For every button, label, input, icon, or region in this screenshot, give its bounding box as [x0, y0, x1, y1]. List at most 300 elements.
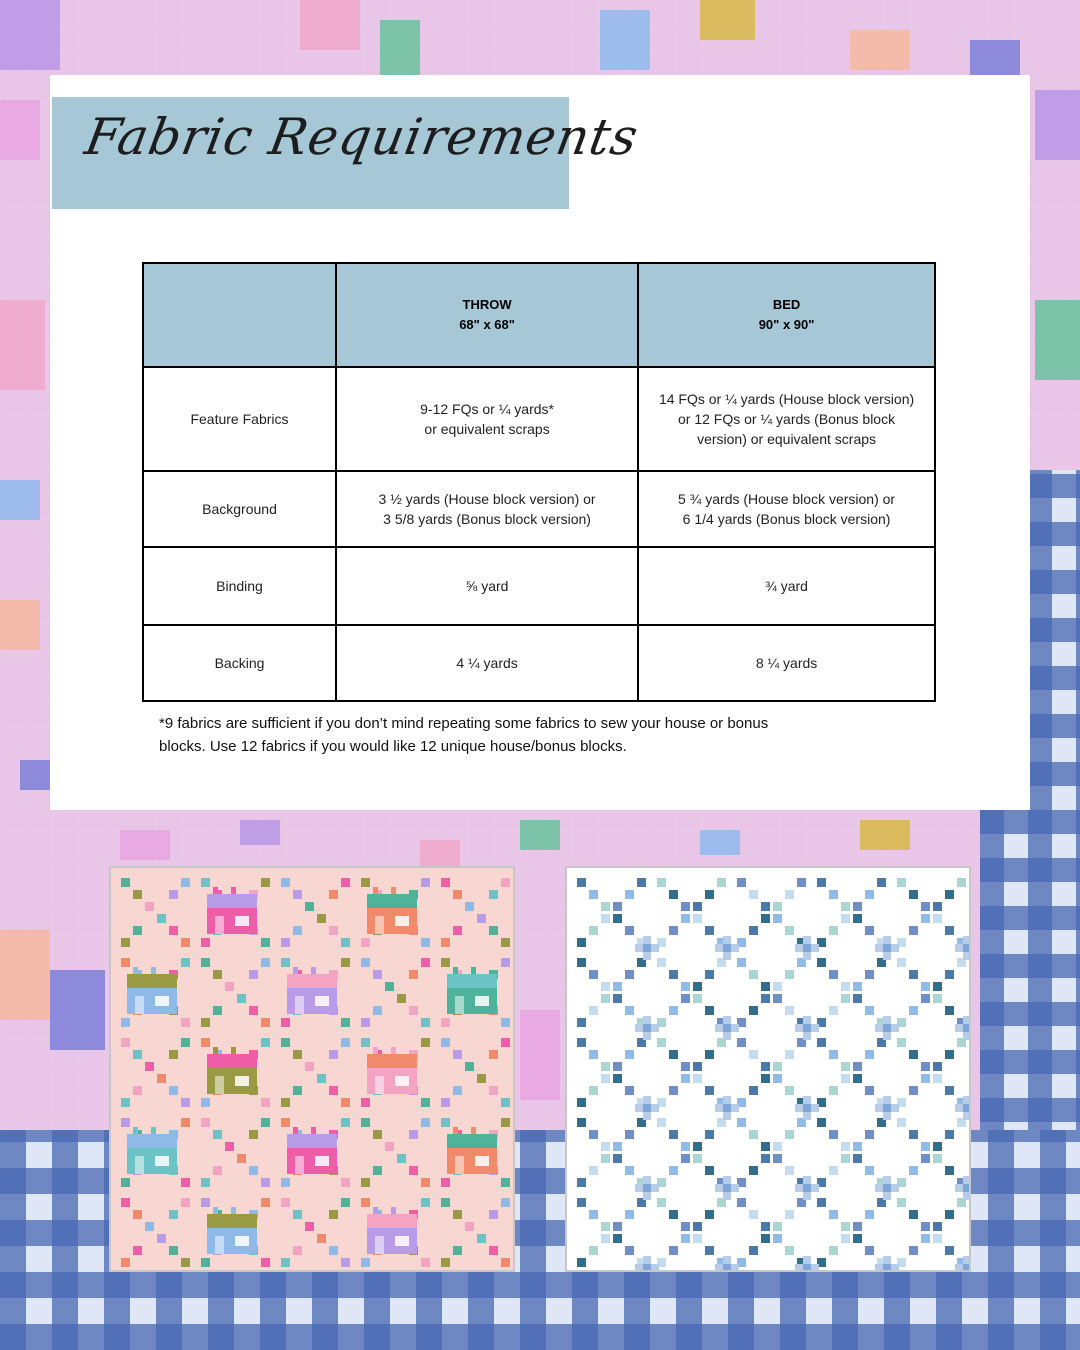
cell-line: version) or equivalent scraps — [697, 431, 877, 447]
bonus-block — [955, 1096, 971, 1120]
chain-square — [249, 1006, 258, 1015]
chain-square — [921, 1142, 930, 1151]
chain-square — [421, 1098, 430, 1107]
chain-square — [121, 1258, 130, 1267]
chain-square — [693, 994, 702, 1003]
house-block — [367, 894, 417, 934]
house-block — [367, 1214, 417, 1254]
chain-square — [717, 878, 726, 887]
chain-square — [361, 1098, 370, 1107]
chain-square — [853, 902, 862, 911]
chain-square — [853, 1222, 862, 1231]
chain-square — [421, 1258, 430, 1267]
chain-square — [441, 1178, 450, 1187]
chain-square — [281, 878, 290, 887]
chain-square — [737, 878, 746, 887]
chain-square — [317, 914, 326, 923]
chain-square — [669, 926, 678, 935]
chain-square — [669, 1246, 678, 1255]
chain-square — [201, 1258, 210, 1267]
chain-square — [281, 1118, 290, 1127]
chain-square — [865, 1246, 874, 1255]
chain-square — [909, 1246, 918, 1255]
throw-cell — [336, 471, 638, 547]
chain-square — [945, 1050, 954, 1059]
chain-square — [201, 878, 210, 887]
chain-square — [489, 1210, 498, 1219]
chain-square — [305, 1222, 314, 1231]
chain-square — [293, 890, 302, 899]
throw-cell — [336, 367, 638, 471]
row-label: Backing — [143, 625, 336, 701]
chain-square — [933, 1154, 942, 1163]
chain-square — [577, 1118, 586, 1127]
bonus-block — [635, 936, 659, 960]
chain-square — [909, 926, 918, 935]
chain-square — [281, 1018, 290, 1027]
chain-square — [681, 914, 690, 923]
chain-square — [625, 970, 634, 979]
chain-square — [921, 1234, 930, 1243]
chain-square — [909, 970, 918, 979]
chain-square — [681, 902, 690, 911]
chain-square — [577, 1178, 586, 1187]
page-title: Fabric Requirements — [80, 108, 643, 166]
chain-square — [669, 1130, 678, 1139]
chain-square — [761, 1222, 770, 1231]
chain-square — [773, 902, 782, 911]
chain-square — [341, 1098, 350, 1107]
cell-line: 14 FQs or ¼ yards (House block version) — [658, 391, 915, 407]
chain-square — [501, 1038, 510, 1047]
chain-square — [841, 1222, 850, 1231]
chain-square — [933, 1062, 942, 1071]
chain-square — [261, 878, 270, 887]
chain-square — [361, 1018, 370, 1027]
chain-square — [613, 1234, 622, 1243]
chain-square — [181, 1038, 190, 1047]
chain-square — [281, 938, 290, 947]
chain-square — [945, 926, 954, 935]
chain-square — [909, 1166, 918, 1175]
chain-square — [373, 1006, 382, 1015]
chain-square — [181, 878, 190, 887]
chain-square — [453, 926, 462, 935]
chain-square — [773, 1154, 782, 1163]
chain-square — [705, 1086, 714, 1095]
chain-square — [441, 938, 450, 947]
chain-square — [761, 1234, 770, 1243]
cell-line: 5 ¾ yards (House block version) or — [678, 491, 896, 507]
chain-square — [829, 970, 838, 979]
chain-square — [829, 890, 838, 899]
chain-square — [213, 970, 222, 979]
chain-square — [921, 902, 930, 911]
bonus-block — [955, 1256, 971, 1272]
quilt-patch — [0, 480, 40, 520]
house-block — [447, 1134, 497, 1174]
chain-square — [169, 1210, 178, 1219]
quilt-patch — [240, 820, 280, 845]
chain-square — [441, 958, 450, 967]
chain-square — [693, 1074, 702, 1083]
chain-square — [361, 1198, 370, 1207]
chain-square — [669, 1086, 678, 1095]
footnote-line: blocks. Use 12 fabrics if you would like 12 unique house/bonus blocks. — [159, 738, 627, 755]
chain-square — [841, 902, 850, 911]
chain-square — [361, 878, 370, 887]
chain-square — [761, 994, 770, 1003]
chain-square — [181, 1178, 190, 1187]
chain-square — [761, 1074, 770, 1083]
chain-square — [121, 1198, 130, 1207]
table-row — [143, 625, 935, 701]
chain-square — [921, 1222, 930, 1231]
chain-square — [329, 926, 338, 935]
house-block — [287, 1134, 337, 1174]
chain-square — [613, 1062, 622, 1071]
chain-square — [945, 970, 954, 979]
chain-square — [341, 1198, 350, 1207]
chain-square — [201, 1038, 210, 1047]
bonus-block — [795, 1176, 819, 1200]
chain-square — [613, 914, 622, 923]
chain-square — [261, 938, 270, 947]
chain-square — [829, 1210, 838, 1219]
chain-square — [329, 1086, 338, 1095]
chain-square — [865, 970, 874, 979]
chain-square — [589, 1166, 598, 1175]
chain-square — [601, 914, 610, 923]
house-block — [207, 1054, 257, 1094]
header-throw-label: THROW — [462, 297, 512, 312]
chain-square — [693, 1062, 702, 1071]
chain-square — [625, 1246, 634, 1255]
chain-square — [841, 1062, 850, 1071]
chain-square — [613, 902, 622, 911]
chain-square — [133, 926, 142, 935]
chain-square — [773, 982, 782, 991]
chain-square — [281, 1198, 290, 1207]
chain-square — [945, 1246, 954, 1255]
chain-square — [601, 1154, 610, 1163]
house-block — [127, 974, 177, 1014]
chain-square — [761, 1142, 770, 1151]
chain-square — [669, 970, 678, 979]
table-row — [143, 471, 935, 547]
chain-square — [853, 1234, 862, 1243]
chain-square — [465, 1062, 474, 1071]
chain-square — [121, 1018, 130, 1027]
chain-square — [945, 890, 954, 899]
chain-square — [501, 1018, 510, 1027]
quilt-patch — [850, 30, 910, 70]
chain-square — [785, 1210, 794, 1219]
chain-square — [237, 1154, 246, 1163]
chain-square — [225, 1142, 234, 1151]
chain-square — [501, 878, 510, 887]
house-block-quilt-preview — [109, 866, 515, 1272]
chain-square — [317, 1074, 326, 1083]
chain-square — [933, 902, 942, 911]
chain-square — [293, 1086, 302, 1095]
quilt-patch — [700, 830, 740, 855]
chain-square — [501, 938, 510, 947]
chain-square — [157, 1074, 166, 1083]
chain-square — [933, 914, 942, 923]
chain-square — [281, 1098, 290, 1107]
cell-line: 8 ¼ yards — [755, 655, 818, 671]
chain-square — [385, 1142, 394, 1151]
chain-square — [453, 1210, 462, 1219]
chain-square — [773, 1222, 782, 1231]
chain-square — [501, 1198, 510, 1207]
chain-square — [421, 1118, 430, 1127]
chain-square — [749, 970, 758, 979]
chain-square — [909, 1130, 918, 1139]
chain-square — [489, 926, 498, 935]
chain-square — [121, 958, 130, 967]
chain-square — [681, 1154, 690, 1163]
chain-square — [489, 1086, 498, 1095]
chain-square — [145, 1222, 154, 1231]
chain-square — [441, 1038, 450, 1047]
chain-square — [957, 878, 966, 887]
chain-square — [785, 926, 794, 935]
chain-square — [133, 1246, 142, 1255]
footnote-line: *9 fabrics are sufficient if you don’t mind repeating some fabrics to sew your house or bonus — [159, 715, 769, 732]
quilt-patch — [970, 40, 1020, 75]
chain-square — [441, 1118, 450, 1127]
bonus-block — [715, 1096, 739, 1120]
chain-square — [249, 1130, 258, 1139]
chain-square — [121, 938, 130, 947]
bonus-block — [875, 1176, 899, 1200]
chain-square — [773, 1074, 782, 1083]
chain-square — [945, 1210, 954, 1219]
cell-line: 3 5/8 yards (Bonus block version) — [383, 511, 591, 527]
chain-square — [749, 1166, 758, 1175]
quilt-patch — [120, 830, 170, 860]
chain-square — [829, 1086, 838, 1095]
chain-square — [501, 1098, 510, 1107]
chain-square — [501, 1118, 510, 1127]
chain-square — [121, 1118, 130, 1127]
chain-square — [657, 878, 666, 887]
chain-square — [281, 958, 290, 967]
chain-square — [933, 1074, 942, 1083]
chain-square — [909, 1086, 918, 1095]
chain-square — [829, 1166, 838, 1175]
quilt-patch — [1035, 90, 1080, 160]
chain-square — [501, 1178, 510, 1187]
chain-square — [749, 1246, 758, 1255]
bonus-block — [955, 1176, 971, 1200]
chain-square — [421, 1018, 430, 1027]
cell-line: ¾ yard — [765, 578, 808, 594]
chain-square — [181, 1198, 190, 1207]
chain-square — [385, 982, 394, 991]
chain-square — [933, 982, 942, 991]
chain-square — [421, 958, 430, 967]
chain-square — [281, 1258, 290, 1267]
chain-square — [601, 994, 610, 1003]
chain-square — [829, 1246, 838, 1255]
chain-square — [341, 878, 350, 887]
chain-square — [293, 1050, 302, 1059]
quilt-patch — [0, 600, 40, 650]
chain-square — [361, 1118, 370, 1127]
chain-square — [749, 1130, 758, 1139]
chain-square — [181, 938, 190, 947]
chain-square — [317, 1234, 326, 1243]
chain-square — [373, 970, 382, 979]
chain-square — [705, 970, 714, 979]
chain-square — [613, 1222, 622, 1231]
chain-square — [341, 1178, 350, 1187]
header-bed-size: 90" x 90" — [758, 317, 815, 332]
chain-square — [201, 1178, 210, 1187]
chain-square — [681, 1142, 690, 1151]
chain-square — [841, 1234, 850, 1243]
chain-square — [237, 994, 246, 1003]
chain-square — [121, 878, 130, 887]
house-block — [287, 974, 337, 1014]
chain-square — [281, 1038, 290, 1047]
table-row — [143, 547, 935, 625]
chain-square — [669, 1006, 678, 1015]
chain-square — [341, 958, 350, 967]
chain-square — [785, 1246, 794, 1255]
chain-square — [409, 970, 418, 979]
chain-square — [453, 890, 462, 899]
chain-square — [441, 878, 450, 887]
chain-square — [669, 890, 678, 899]
chain-square — [201, 1098, 210, 1107]
chain-square — [761, 982, 770, 991]
chain-square — [749, 1086, 758, 1095]
chain-square — [785, 890, 794, 899]
chain-square — [841, 914, 850, 923]
chain-square — [133, 1210, 142, 1219]
chain-square — [693, 1222, 702, 1231]
chain-square — [261, 1178, 270, 1187]
chain-square — [921, 994, 930, 1003]
bed-cell — [638, 471, 935, 547]
chain-square — [705, 1210, 714, 1219]
chain-square — [181, 1098, 190, 1107]
chain-square — [281, 1178, 290, 1187]
chain-square — [589, 890, 598, 899]
chain-square — [749, 1050, 758, 1059]
header-throw — [336, 263, 638, 367]
bonus-block — [875, 1096, 899, 1120]
fabric-requirements-table — [142, 262, 936, 702]
bed-cell — [638, 367, 935, 471]
cell-line: 3 ½ yards (House block version) or — [378, 491, 596, 507]
chain-square — [589, 1050, 598, 1059]
bonus-block — [635, 1016, 659, 1040]
chain-square — [361, 1038, 370, 1047]
header-bed — [638, 263, 935, 367]
chain-square — [625, 890, 634, 899]
chain-square — [625, 1006, 634, 1015]
chain-square — [681, 1234, 690, 1243]
chain-square — [421, 1198, 430, 1207]
chain-square — [785, 970, 794, 979]
quilt-patch — [0, 930, 50, 1020]
chain-square — [761, 914, 770, 923]
chain-square — [817, 878, 826, 887]
house-block — [207, 1214, 257, 1254]
chain-square — [441, 1258, 450, 1267]
chain-square — [169, 1246, 178, 1255]
quilt-patch — [50, 970, 105, 1050]
chain-square — [681, 1062, 690, 1071]
chain-square — [865, 926, 874, 935]
chain-square — [933, 994, 942, 1003]
chain-square — [589, 1006, 598, 1015]
chain-square — [625, 1210, 634, 1219]
chain-square — [453, 1050, 462, 1059]
chain-square — [705, 1006, 714, 1015]
chain-square — [773, 1142, 782, 1151]
chain-square — [601, 1062, 610, 1071]
bonus-block — [955, 936, 971, 960]
house-block — [127, 1134, 177, 1174]
chain-square — [133, 1086, 142, 1095]
chain-square — [829, 1130, 838, 1139]
quilt-patch — [860, 820, 910, 850]
bed-cell — [638, 625, 935, 701]
chain-square — [945, 1166, 954, 1175]
chain-square — [201, 1198, 210, 1207]
chain-square — [853, 914, 862, 923]
bonus-block — [795, 1256, 819, 1272]
chain-square — [613, 982, 622, 991]
chain-square — [341, 1018, 350, 1027]
chain-square — [853, 1142, 862, 1151]
chain-square — [421, 938, 430, 947]
house-block — [207, 894, 257, 934]
chain-square — [897, 878, 906, 887]
chain-square — [577, 1198, 586, 1207]
chain-square — [829, 1006, 838, 1015]
bonus-block — [715, 1256, 739, 1272]
chain-square — [669, 1166, 678, 1175]
chain-square — [501, 958, 510, 967]
cell-line: 4 ¼ yards — [456, 655, 518, 671]
bonus-block — [875, 1256, 899, 1272]
chain-square — [145, 1062, 154, 1071]
bonus-block — [795, 936, 819, 960]
bonus-block — [795, 1096, 819, 1120]
chain-square — [157, 914, 166, 923]
chain-square — [865, 1130, 874, 1139]
chain-square — [625, 1050, 634, 1059]
chain-square — [773, 914, 782, 923]
chain-square — [841, 994, 850, 1003]
chain-square — [921, 1074, 930, 1083]
chain-square — [441, 1098, 450, 1107]
chain-square — [121, 1038, 130, 1047]
chain-square — [773, 1234, 782, 1243]
quilt-patch — [600, 10, 650, 70]
chain-square — [945, 1006, 954, 1015]
chain-square — [705, 1166, 714, 1175]
chain-square — [305, 1062, 314, 1071]
chain-square — [329, 890, 338, 899]
